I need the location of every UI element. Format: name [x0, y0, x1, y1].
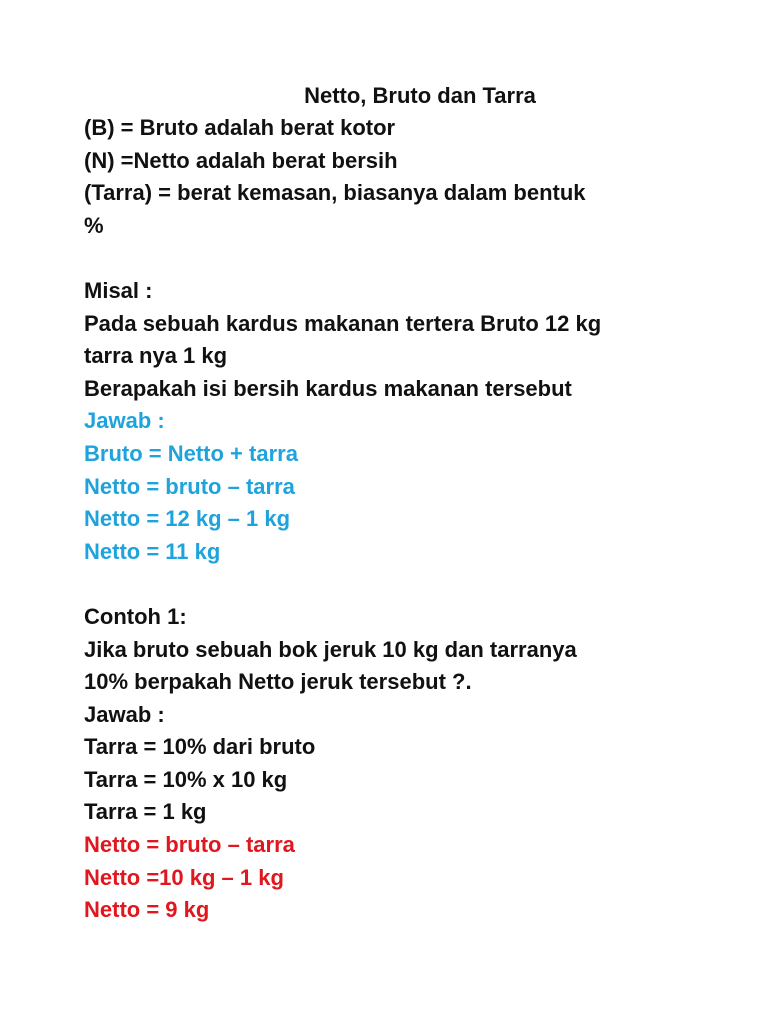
- contoh1-step-line: Tarra = 10% x 10 kg: [84, 766, 288, 792]
- definition-tarra: (Tarra) = berat kemasan, biasanya dalam bentuk: [84, 180, 586, 206]
- definition-bruto: (B) = Bruto adalah berat kotor: [84, 115, 396, 140]
- example-answer-line: Jawab :: [84, 408, 165, 434]
- contoh1-step-line: Tarra = 10% dari bruto: [84, 734, 316, 760]
- document-body: [84, 112, 724, 927]
- definition-tarra-cont: %: [84, 212, 104, 238]
- example-answer-line: Netto = 11 kg: [84, 538, 221, 564]
- blank-line: [84, 568, 724, 601]
- contoh1-step-line: Tarra = 1 kg: [84, 799, 207, 825]
- definition-netto: (N) =Netto adalah berat bersih: [84, 147, 398, 173]
- example-question-line: Berapakah isi bersih kardus makanan tersebut: [84, 375, 572, 401]
- example-question-line: Pada sebuah kardus makanan tertera Bruto 12 kg: [84, 310, 602, 336]
- example-answer-line: Bruto = Netto + tarra: [84, 440, 298, 466]
- example-heading: Misal :: [84, 277, 153, 303]
- contoh1-question-line: Jika bruto sebuah bok jeruk 10 kg dan tarranya: [84, 636, 577, 662]
- document-title: Netto, Bruto dan Tarra: [304, 83, 536, 108]
- contoh1-answer-line: Netto = bruto – tarra: [84, 832, 295, 858]
- example-answer-line: Netto = 12 kg – 1 kg: [84, 506, 291, 532]
- contoh1-step-line: Jawab :: [84, 701, 165, 727]
- contoh1-heading: Contoh 1:: [84, 603, 187, 629]
- blank-line: [84, 242, 724, 275]
- example-answer-line: Netto = bruto – tarra: [84, 473, 295, 499]
- contoh1-answer-line: Netto = 9 kg: [84, 897, 210, 923]
- example-question-line: tarra nya 1 kg: [84, 343, 228, 369]
- contoh1-answer-line: Netto =10 kg – 1 kg: [84, 864, 284, 890]
- contoh1-question-line: 10% berpakah Netto jeruk tersebut ?.: [84, 669, 472, 695]
